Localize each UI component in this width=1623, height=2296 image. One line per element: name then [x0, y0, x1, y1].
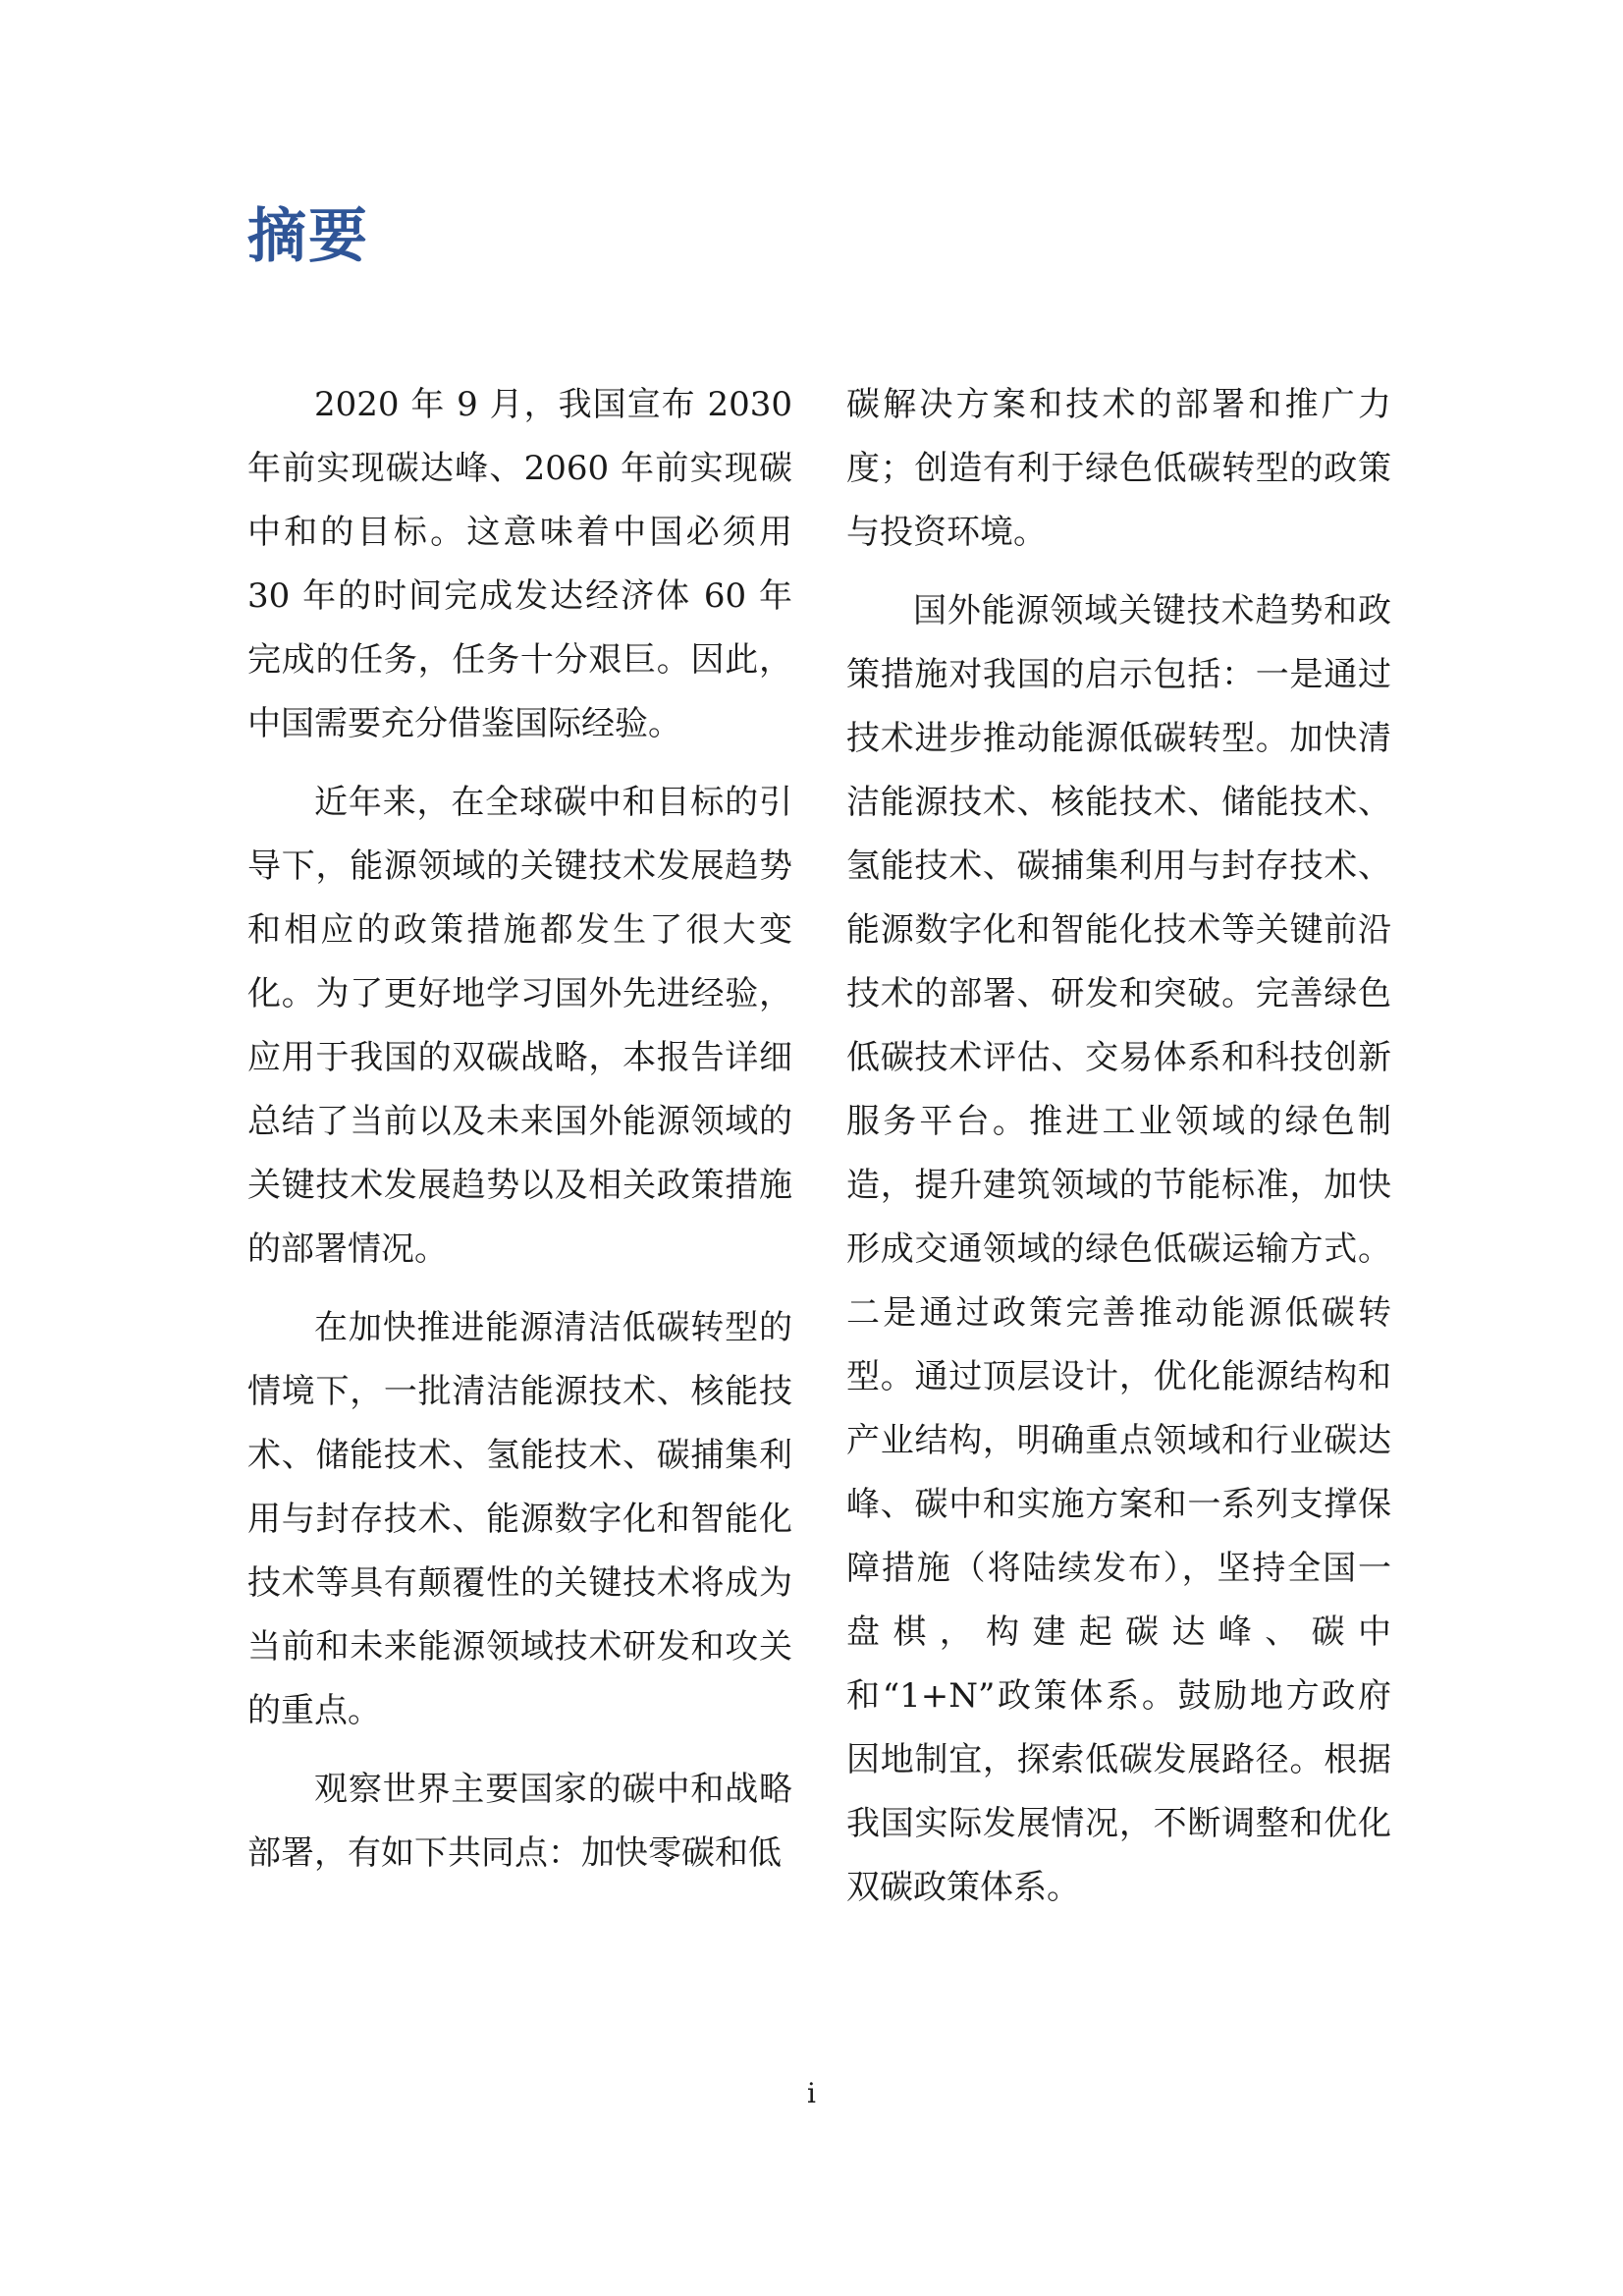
paragraph-3: 在加快推进能源清洁低碳转型的情境下，一批清洁能源技术、核能技术、储能技术、氢能技术、碳捕集利用与封存技术、能源数字化和智能化技术等具有颠覆性的关键技术将成为当前和未来能源领域技术研发和攻关的重点。 — [247, 1308, 792, 1730]
left-column — [247, 373, 792, 1900]
paragraph-4-continuation: 碳解决方案和技术的部署和推广力度；创造有利于绿色低碳转型的政策与投资环境。 — [846, 385, 1391, 552]
paragraph-1: 2020 年 9 月，我国宣布 2030 年前实现碳达峰、2060 年前实现碳中和的目标。这意味着中国必须用 30 年的时间完成发达经济体 60 年完成的任务，任务十分艰巨。因此，中国需要充分借鉴国际经验。 — [247, 385, 792, 743]
paragraph-4: 观察世界主要国家的碳中和战略部署，有如下共同点：加快零碳和低 — [247, 1770, 792, 1873]
page-number: i — [807, 2077, 816, 2109]
right-column — [846, 373, 1391, 1935]
page-title: 摘要 — [247, 202, 369, 271]
paragraph-5: 国外能源领域关键技术趋势和政策措施对我国的启示包括：一是通过技术进步推动能源低碳转型。加快清洁能源技术、核能技术、储能技术、氢能技术、碳捕集利用与封存技术、能源数字化和智能化技术等关键前沿技术的部署、研发和突破。完善绿色低碳技术评估、交易体系和科技创新服务平台。推进工业领域的绿色制造，提升建筑领域的节能标准，加快形成交通领域的绿色低碳运输方式。二是通过政策完善推动能源低碳转型。通过顶层设计，优化能源结构和产业结构，明确重点领域和行业碳达峰、碳中和实施方案和一系列支撑保障措施（将陆续发布），坚持全国一盘棋，构建起碳达峰、碳中和“1+N”政策体系。鼓励地方政府因地制宜，探索低碳发展路径。根据我国实际发展情况，不断调整和优化双碳政策体系。 — [846, 591, 1391, 1907]
paragraph-2: 近年来，在全球碳中和目标的引导下，能源领域的关键技术发展趋势和相应的政策措施都发生了很大变化。为了更好地学习国外先进经验，应用于我国的双碳战略，本报告详细总结了当前以及未来国外能源领域的关键技术发展趋势以及相关政策措施的部署情况。 — [247, 783, 792, 1269]
